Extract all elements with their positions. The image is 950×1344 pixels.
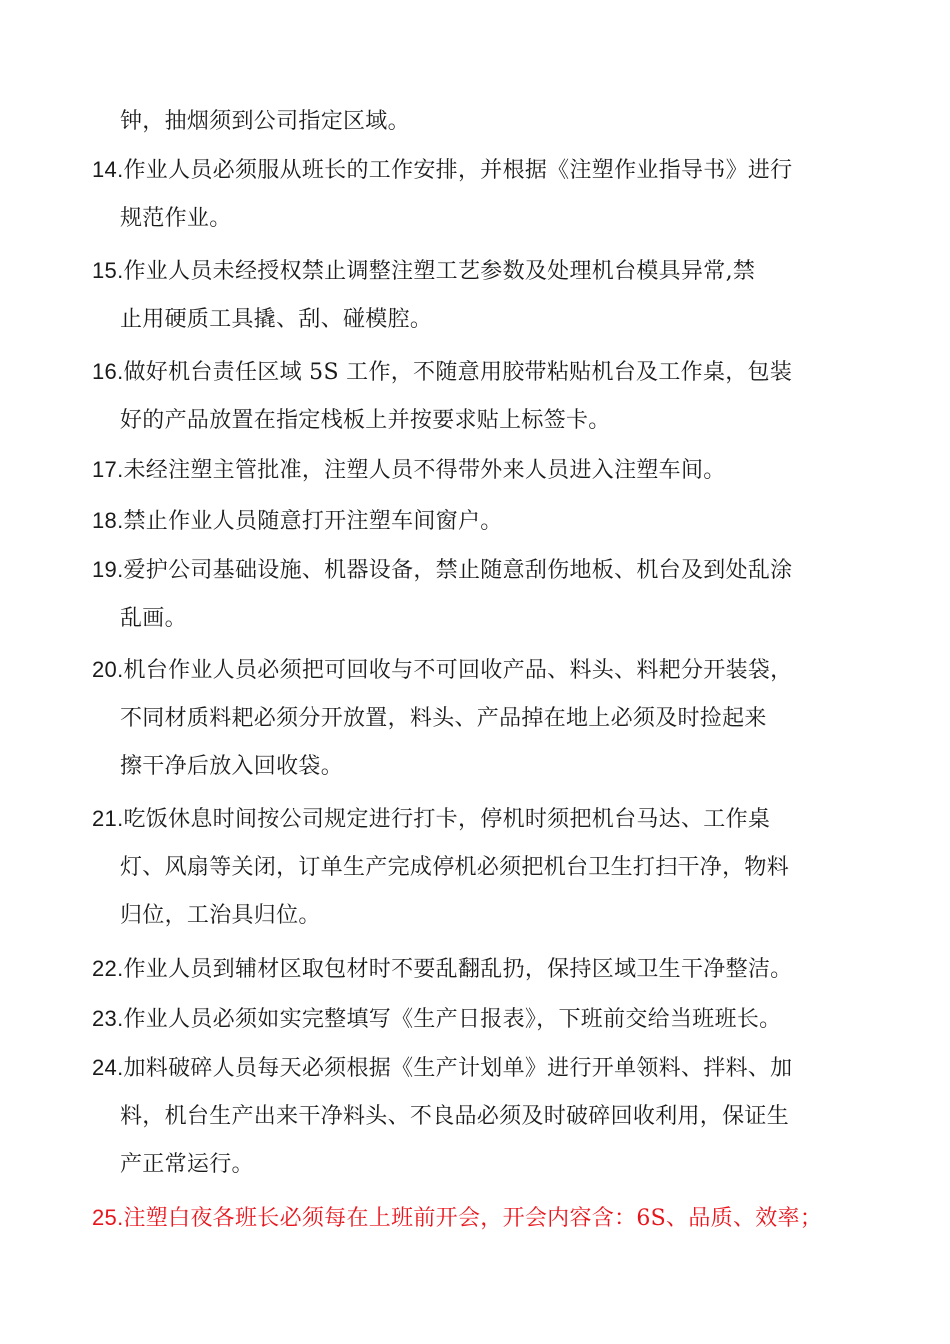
paragraph-line: 做好机台责任区域 5S 工作，不随意用胶带粘贴机台及工作桌，包装 — [123, 360, 793, 385]
list-item-24 — [92, 1044, 872, 1189]
paragraph-line: 作业人员必须如实完整填写《生产日报表》，下班前交给当班班长。 — [123, 1007, 782, 1032]
paragraph-line: 加料破碎人员每天必须根据《生产计划单》进行开单领料、拌料、加 — [123, 1056, 793, 1081]
paragraph-line: 灯、风扇等关闭，订单生产完成停机必须把机台卫生打扫干净，物料 — [120, 855, 790, 880]
list-item-14 — [92, 146, 872, 243]
item-number: 20. — [92, 657, 124, 682]
paragraph-line: 作业人员必须服从班长的工作安排，并根据《注塑作业指导书》进行 — [123, 158, 793, 183]
list-item-continuation — [92, 98, 872, 146]
paragraph-line: 乱画。 — [120, 606, 187, 631]
list-item-15 — [92, 247, 872, 344]
paragraph-line: 不同材质料耙必须分开放置，料头、产品掉在地上必须及时捡起来 — [120, 706, 767, 731]
paragraph-line: 好的产品放置在指定栈板上并按要求贴上标签卡。 — [120, 408, 611, 433]
paragraph-line: 机台作业人员必须把可回收与不可回收产品、料头、料耙分开装袋， — [123, 658, 793, 683]
paragraph-line: 止用硬质工具撬、刮、碰模腔。 — [120, 307, 433, 332]
paragraph-line: 未经注塑主管批准，注塑人员不得带外来人员进入注塑车间。 — [123, 458, 726, 483]
item-number: 21. — [92, 806, 124, 831]
paragraph-line: 作业人员到辅材区取包材时不要乱翻乱扔，保持区域卫生干净整洁。 — [123, 957, 793, 982]
item-number: 14. — [92, 157, 124, 182]
paragraph-line: 作业人员未经授权禁止调整注塑工艺参数及处理机台模具异常,禁 — [123, 259, 756, 284]
item-number: 22. — [92, 956, 124, 981]
item-number: 25. — [92, 1205, 124, 1230]
list-item-25 — [92, 1194, 872, 1243]
item-number: 17. — [92, 457, 124, 482]
item-number: 23. — [92, 1006, 124, 1031]
item-number: 18. — [92, 508, 124, 533]
paragraph-line: 料，机台生产出来干净料头、不良品必须及时破碎回收利用，保证生 — [120, 1104, 790, 1129]
paragraph-line: 规范作业。 — [120, 206, 232, 231]
list-item-20 — [92, 646, 872, 791]
item-number: 24. — [92, 1055, 124, 1080]
paragraph-line: 禁止作业人员随意打开注塑车间窗户。 — [123, 509, 503, 534]
list-item-23 — [92, 995, 872, 1044]
item-number: 19. — [92, 557, 124, 582]
list-item-18 — [92, 497, 872, 546]
list-item-22 — [92, 945, 872, 994]
item-number: 15. — [92, 258, 124, 283]
item-number: 16. — [92, 359, 124, 384]
list-item-21 — [92, 795, 872, 940]
list-item-19 — [92, 546, 872, 643]
paragraph-line: 爱护公司基础设施、机器设备，禁止随意刮伤地板、机台及到处乱涂 — [123, 558, 793, 583]
paragraph-line: 产正常运行。 — [120, 1152, 254, 1177]
paragraph-line: 擦干净后放入回收袋。 — [120, 754, 344, 779]
paragraph-line: 钟，抽烟须到公司指定区域。 — [120, 109, 410, 134]
paragraph-line: 归位，工治具归位。 — [120, 903, 321, 928]
paragraph-line: 吃饭休息时间按公司规定进行打卡，停机时须把机台马达、工作桌 — [123, 807, 771, 832]
paragraph-line: 注塑白夜各班长必须每在上班前开会，开会内容含：6S、品质、效率； — [123, 1206, 823, 1231]
list-item-17 — [92, 446, 872, 495]
list-item-16 — [92, 348, 872, 445]
